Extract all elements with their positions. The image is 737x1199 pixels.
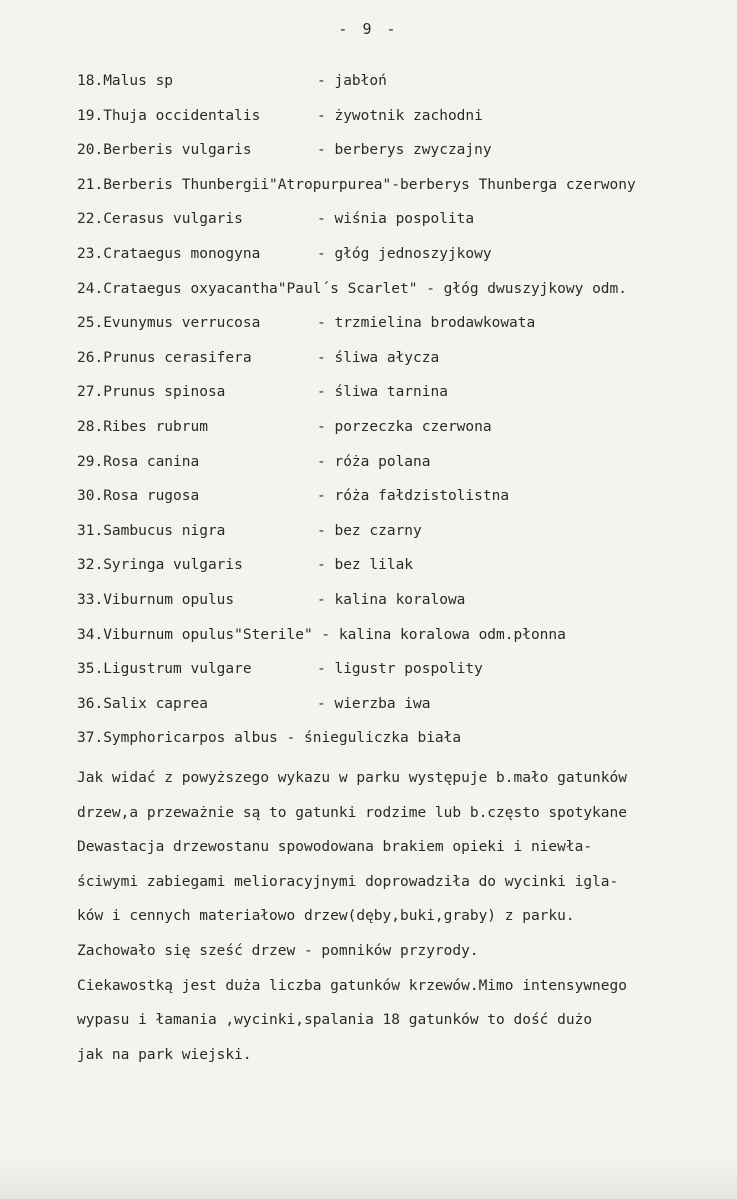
- species-entry: [77, 375, 733, 410]
- polish-name: - głóg dwuszyjkowy odm.: [417, 280, 627, 297]
- latin-name: 36.Salix caprea: [77, 695, 208, 712]
- species-entry: [77, 721, 733, 756]
- species-entry: [77, 168, 733, 203]
- paragraph-line: jak na park wiejski.: [77, 1046, 252, 1063]
- species-entry: [77, 514, 733, 549]
- polish-name: - berberys zwyczajny: [317, 142, 492, 159]
- species-entry: [77, 341, 733, 376]
- latin-name: 20.Berberis vulgaris: [77, 142, 252, 159]
- latin-name: 37.Symphoricarpos albus: [77, 730, 278, 747]
- latin-name: 22.Cerasus vulgaris: [77, 211, 243, 228]
- latin-name: 23.Crataegus monogyna: [77, 245, 261, 262]
- latin-name: 30.Rosa rugosa: [77, 488, 200, 505]
- species-entry: [77, 133, 733, 168]
- species-entry: [77, 618, 733, 653]
- page-edge-shadow: [0, 1159, 737, 1199]
- polish-name: - kalina koralowa odm.płonna: [312, 626, 566, 643]
- polish-name: - bez czarny: [317, 522, 422, 539]
- polish-name: -berberys Thunberga czerwony: [391, 176, 636, 193]
- polish-name: - kalina koralowa: [317, 591, 466, 608]
- polish-name: - porzeczka czerwona: [317, 418, 492, 435]
- polish-name: - wierzba iwa: [317, 695, 431, 712]
- paragraph-line: ków i cennych materiałowo drzew(dęby,buki,graby) z parku.: [77, 908, 575, 925]
- polish-name: - ligustr pospolity: [317, 661, 483, 678]
- species-entry: [77, 99, 733, 134]
- latin-name: 24.Crataegus oxyacantha"Paul´s Scarlet": [77, 280, 418, 297]
- polish-name: - jabłoń: [317, 73, 387, 89]
- species-entry: [77, 237, 733, 272]
- latin-name: 34.Viburnum opulus"Sterile": [77, 626, 313, 643]
- species-list: [77, 64, 733, 756]
- polish-name: - głóg jednoszyjkowy: [317, 245, 492, 262]
- polish-name: - bez lilak: [317, 557, 414, 574]
- latin-name: 18.Malus sp: [77, 73, 174, 89]
- polish-name: - wiśnia pospolita: [317, 211, 475, 228]
- paragraph-line: drzew,a przeważnie są to gatunki rodzime lub b.często spotykane: [77, 804, 627, 821]
- page-number: - 9 -: [338, 20, 399, 38]
- polish-name: - róża polana: [317, 453, 431, 470]
- species-entry: [77, 64, 733, 99]
- latin-name: 21.Berberis Thunbergii"Atropurpurea": [77, 176, 392, 193]
- latin-name: 35.Ligustrum vulgare: [77, 661, 252, 678]
- species-entry: [77, 652, 733, 687]
- species-entry: [77, 548, 733, 583]
- latin-name: 25.Evunymus verrucosa: [77, 315, 261, 332]
- latin-name: 31.Sambucus nigra: [77, 522, 226, 539]
- latin-name: 19.Thuja occidentalis: [77, 107, 261, 124]
- species-entry: [77, 202, 733, 237]
- species-entry: [77, 272, 733, 307]
- polish-name: - trzmielina brodawkowata: [317, 315, 536, 332]
- paragraph-line: Jak widać z powyższego wykazu w parku występuje b.mało gatunków: [77, 770, 627, 786]
- summary-paragraph: [77, 761, 727, 1072]
- latin-name: 33.Viburnum opulus: [77, 591, 235, 608]
- polish-name: - śliwa tarnina: [317, 384, 448, 401]
- species-entry: [77, 445, 733, 480]
- paragraph-line: Dewastacja drzewostanu spowodowana brakiem opieki i niewła-: [77, 839, 593, 856]
- paragraph-line: wypasu i łamania ,wycinki,spalania 18 gatunków to dość dużo: [77, 1012, 593, 1029]
- latin-name: 27.Prunus spinosa: [77, 384, 226, 401]
- paragraph-line: ściwymi zabiegami melioracyjnymi doprowadziła do wycinki igla-: [77, 873, 619, 890]
- species-entry: [77, 410, 733, 445]
- polish-name: - śnieguliczka biała: [277, 730, 462, 747]
- latin-name: 28.Ribes rubrum: [77, 418, 208, 435]
- species-entry: [77, 479, 733, 514]
- polish-name: - śliwa ałycza: [317, 349, 440, 366]
- polish-name: - róża fałdzistolistna: [317, 488, 510, 505]
- polish-name: - żywotnik zachodni: [317, 107, 483, 124]
- species-entry: [77, 583, 733, 618]
- paragraph-line: Zachowało się sześć drzew - pomników przyrody.: [77, 942, 479, 959]
- species-entry: [77, 687, 733, 722]
- latin-name: 26.Prunus cerasifera: [77, 349, 252, 366]
- species-entry: [77, 306, 733, 341]
- latin-name: 32.Syringa vulgaris: [77, 557, 243, 574]
- paragraph-line: Ciekawostką jest duża liczba gatunków krzewów.Mimo intensywnego: [77, 977, 627, 994]
- latin-name: 29.Rosa canina: [77, 453, 200, 470]
